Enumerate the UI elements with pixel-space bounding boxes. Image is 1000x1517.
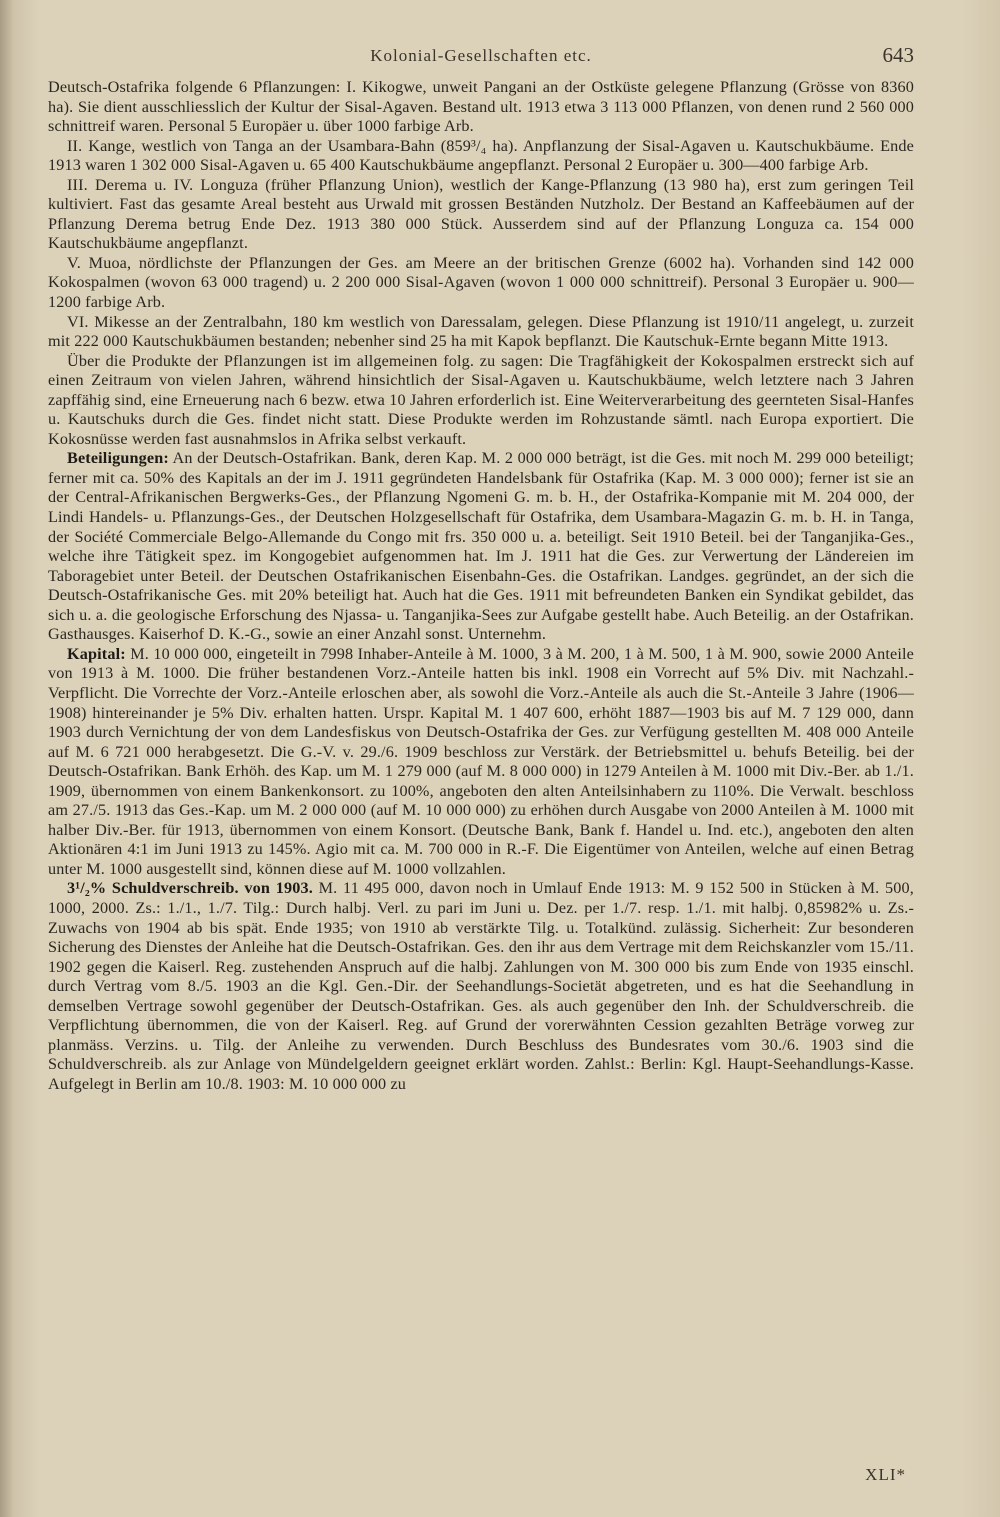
heading-schuldverschreibungen: 3¹/₂% Schuldverschreib. von 1903. bbox=[67, 879, 313, 898]
paragraph-beteiligungen: Beteiligungen: An der Deutsch-Ostafrikan. Bank, deren Kap. M. 2 000 000 beträgt, ist die Ges. mit noch M. 299 000 beteiligt; ferner mit ca. 50% des Kapitals an der im J. 1911 gegründeten Handelsbank für Ostafrika (Kap. M. 3 000 000); ferner ist sie an der Central-Afrikanischen Bergwerks-Ges., der Pflanzung Ngomeni G. m. b. H., der Ostafrika-Kompanie mit M. 204 000, der Lindi Handels- u. Pflanzungs-Ges., der Deutschen Holzgesellschaft für Ostafrika, dem Usambara-Magazin G. m. b. H. in Tanga, der Société Commerciale Belgo-Allemande du Congo mit frs. 350 000 u. a. beteiligt. Seit 1910 Beteil. bei der Tanganjika-Ges., welche ihre Tätigkeit spez. im Kongogebiet aufgenommen hat. Im J. 1911 hat die Ges. zur Verwertung der Ländereien im Taboragebiet unter Beteil. der Deutschen Ostafrikanischen Eisenbahn-Ges. die Ostafrikan. Landges. gegründet, an der sich die Deutsch-Ostafrikanische Ges. mit 20% beteiligt hat. Auch hat die Ges. 1911 mit befreundeten Banken ein Syndikat gebildet, das sich u. a. die geologische Erforschung des Njassa- u. Tanganjika-Sees zur Aufgabe gestellt habe. Auch Beteilig. an der Ostafrikan. Gasthausges. Kaiserhof D. K.-G., sowie an einer Anzahl sonst. Unternehm. bbox=[48, 449, 914, 644]
signature-mark: XLI* bbox=[865, 1465, 906, 1484]
page-header bbox=[48, 40, 914, 78]
paragraph-schuldverschreibungen: 3¹/₂% Schuldverschreib. von 1903. M. 11 495 000, davon noch in Umlauf Ende 1913: M. 9 152 500 in Stücken à M. 500, 1000, 2000. Zs.: 1./1., 1./7. Tilg.: Durch halbj. Verl. zu pari im Juni u. Dez. per 1./7. resp. 1./1. mit halbj. 0,85982% u. Zs.-Zuwachs von 1904 ab bis spät. Ende 1935; von 1910 ab verstärkte Tilg. u. Totalkünd. zulässig. Sicherheit: Zur besonderen Sicherung des Dienstes der Anleihe hat die Deutsch-Ostafrikan. Ges. den ihr aus dem Vertrage mit dem Reichskanzler vom 15./11. 1902 gegen die Kaiserl. Reg. zustehenden Anspruch auf die halbj. Zahlungen von M. 300 000 bis zum Ende von 1935 einschl. durch Vertrag vom 8./5. 1903 an die Kgl. Gen.-Dir. der Seehandlungs-Societät abgetreten, und es hat die Seehandlung in demselben Vertrage sowohl gegenüber der Deutsch-Ostafrikan. Ges. als auch gegenüber den Inh. der Schuldverschreib. die Verpflichtung übernommen, die von der Kaiserl. Reg. auf Grund der vorerwähnten Cession gezahlten Beträge vorweg zur planmäss. Verzins. u. Tilg. der Anleihe zu verwenden. Durch Beschluss des Bundesrates vom 30./6. 1903 sind die Schuldverschreib. als zur Anlage von Mündelgeldern geeignet erklärt worden. Zahlst.: Berlin: Kgl. Haupt-Seehandlungs-Kasse. Aufgelegt in Berlin am 10./8. 1903: M. 10 000 000 zu bbox=[48, 879, 914, 1093]
paragraph-kapital: Kapital: M. 10 000 000, eingeteilt in 7998 Inhaber-Anteile à M. 1000, 3 à M. 200, 1 à M. 500, 1 à M. 900, sowie 2000 Anteile von 1913 à M. 1000. Die früher bestandenen Vorz.-Anteile hatten bis inkl. 1908 ein Vorrecht auf 5% Div. mit Nachzahl.-Verpflicht. Die Vorrechte der Vorz.-Anteile erloschen aber, als sowohl die Vorz.-Anteile als auch die St.-Anteile 3 Jahre (1906—1908) hintereinander je 5% Div. erhalten hatten. Urspr. Kapital M. 1 407 600, erhöht 1887—1903 bis auf M. 7 129 000, dann 1903 durch Vernichtung der von dem Landesfiskus von Deutsch-Ostafrika der Ges. zur Verfügung gestellten M. 408 000 Anteile auf M. 6 721 000 herabgesetzt. Die G.-V. v. 29./6. 1909 beschloss zur Verstärk. der Betriebsmittel u. behufs Beteilig. bei der Deutsch-Ostafrikan. Bank Erhöh. des Kap. um M. 1 279 000 (auf M. 8 000 000) in 1279 Anteilen à M. 1000 mit Div.-Ber. ab 1./1. 1909, übernommen von einem Bankenkonsort. zu 100%, angeboten den alten Anteilsinhabern zu 110%. Die Verwalt. beschloss am 27./5. 1913 das Ges.-Kap. um M. 2 000 000 (auf M. 10 000 000) zu erhöhen durch Ausgabe von 2000 Anteilen à M. 1000 mit halber Div.-Ber. für 1913, übernommen von einem Konsort. (Deutsche Bank, Bank f. Handel u. Ind. etc.), angeboten den alten Aktionären 4:1 im Juni 1913 zu 145%. Agio mit ca. M. 700 000 in R.-F. Die Eigentümer von Anteilen, welche auf einen Betrag unter M. 1000 ausgestellt sind, können diese auf M. 1000 vollzahlen. bbox=[48, 644, 914, 878]
paragraph-muoa: V. Muoa, nördlichste der Pflanzungen der Ges. am Meere an der britischen Grenze (6002 ha). Vorhanden sind 142 000 Kokospalmen (wovon 63 000 tragend) u. 2 200 000 Sisal-Agaven (wovon 1 000 000 schnittreif). Personal 3 Europäer u. 900—1200 farbige Arb. bbox=[48, 253, 914, 312]
body-text bbox=[48, 78, 914, 1094]
paragraph-mikesse: VI. Mikesse an der Zentralbahn, 180 km westlich von Daressalam, gelegen. Diese Pflanzung ist 1910/11 angelegt, u. zurzeit mit 222 000 Kautschukbäumen bestanden; nebenher sind 25 ha mit Kapok bepflanzt. Die Kautschuk-Ernte begann Mitte 1913. bbox=[48, 312, 914, 351]
paragraph-kange: II. Kange, westlich von Tanga an der Usambara-Bahn (859³/₄ ha). Anpflanzung der Sisal-Agaven u. Kautschukbäume. Ende 1913 waren 1 302 000 Sisal-Agaven u. 65 400 Kautschukbäume angepflanzt. Personal 2 Europäer u. 300—400 farbige Arb. bbox=[48, 136, 914, 175]
paragraph-derema-longuza: III. Derema u. IV. Longuza (früher Pflanzung Union), westlich der Kange-Pflanzung (13 980 ha), erst zum geringen Teil kultiviert. Fast das gesamte Areal besteht aus Urwald mit grossen Beständen Nutzholz. Der Bestand an Kaffeebäumen auf der Pflanzung Derema betrug Ende Dez. 1913 380 000 Stück. Ausserdem sind auf der Pflanzung Longuza ca. 154 000 Kautschukbäume angepflanzt. bbox=[48, 175, 914, 253]
heading-beteiligungen: Beteiligungen: bbox=[67, 449, 169, 468]
running-title: Kolonial-Gesellschaften etc. bbox=[370, 46, 592, 65]
page-number: 643 bbox=[882, 43, 914, 67]
paragraph-products: Über die Produkte der Pflanzungen ist im allgemeinen folg. zu sagen: Die Tragfähigkeit der Kokospalmen erstreckt sich auf einen Zeitraum von vielen Jahren, während hinsichtlich der Sisal-Agaven u. Kautschukbäume, welch letztere nach 3 Jahren zapffähig sind, eine Erneuerung nach 6 bezw. etwa 10 Jahren erforderlich ist. Eine Weiterverarbeitung des geernteten Sisal-Hanfes u. Kautschuks durch die Ges. findet nicht statt. Diese Produkte werden im Rohzustande sämtl. nach Europa exportiert. Die Kokosnüsse werden fast ausnahmslos in Afrika selbst verkauft. bbox=[48, 351, 914, 448]
paragraph-plantations-intro: Deutsch-Ostafrika folgende 6 Pflanzungen: I. Kikogwe, unweit Pangani an der Ostküste gelegene Pflanzung (Grösse von 8360 ha). Sie dient ausschliesslich der Kultur der Sisal-Agaven. Bestand ult. 1913 etwa 3 113 000 Pflanzen, von denen rund 2 560 000 schnittreif waren. Personal 5 Europäer u. über 1000 farbige Arb. bbox=[48, 78, 914, 136]
heading-kapital: Kapital: bbox=[67, 644, 126, 663]
page bbox=[48, 40, 914, 1094]
